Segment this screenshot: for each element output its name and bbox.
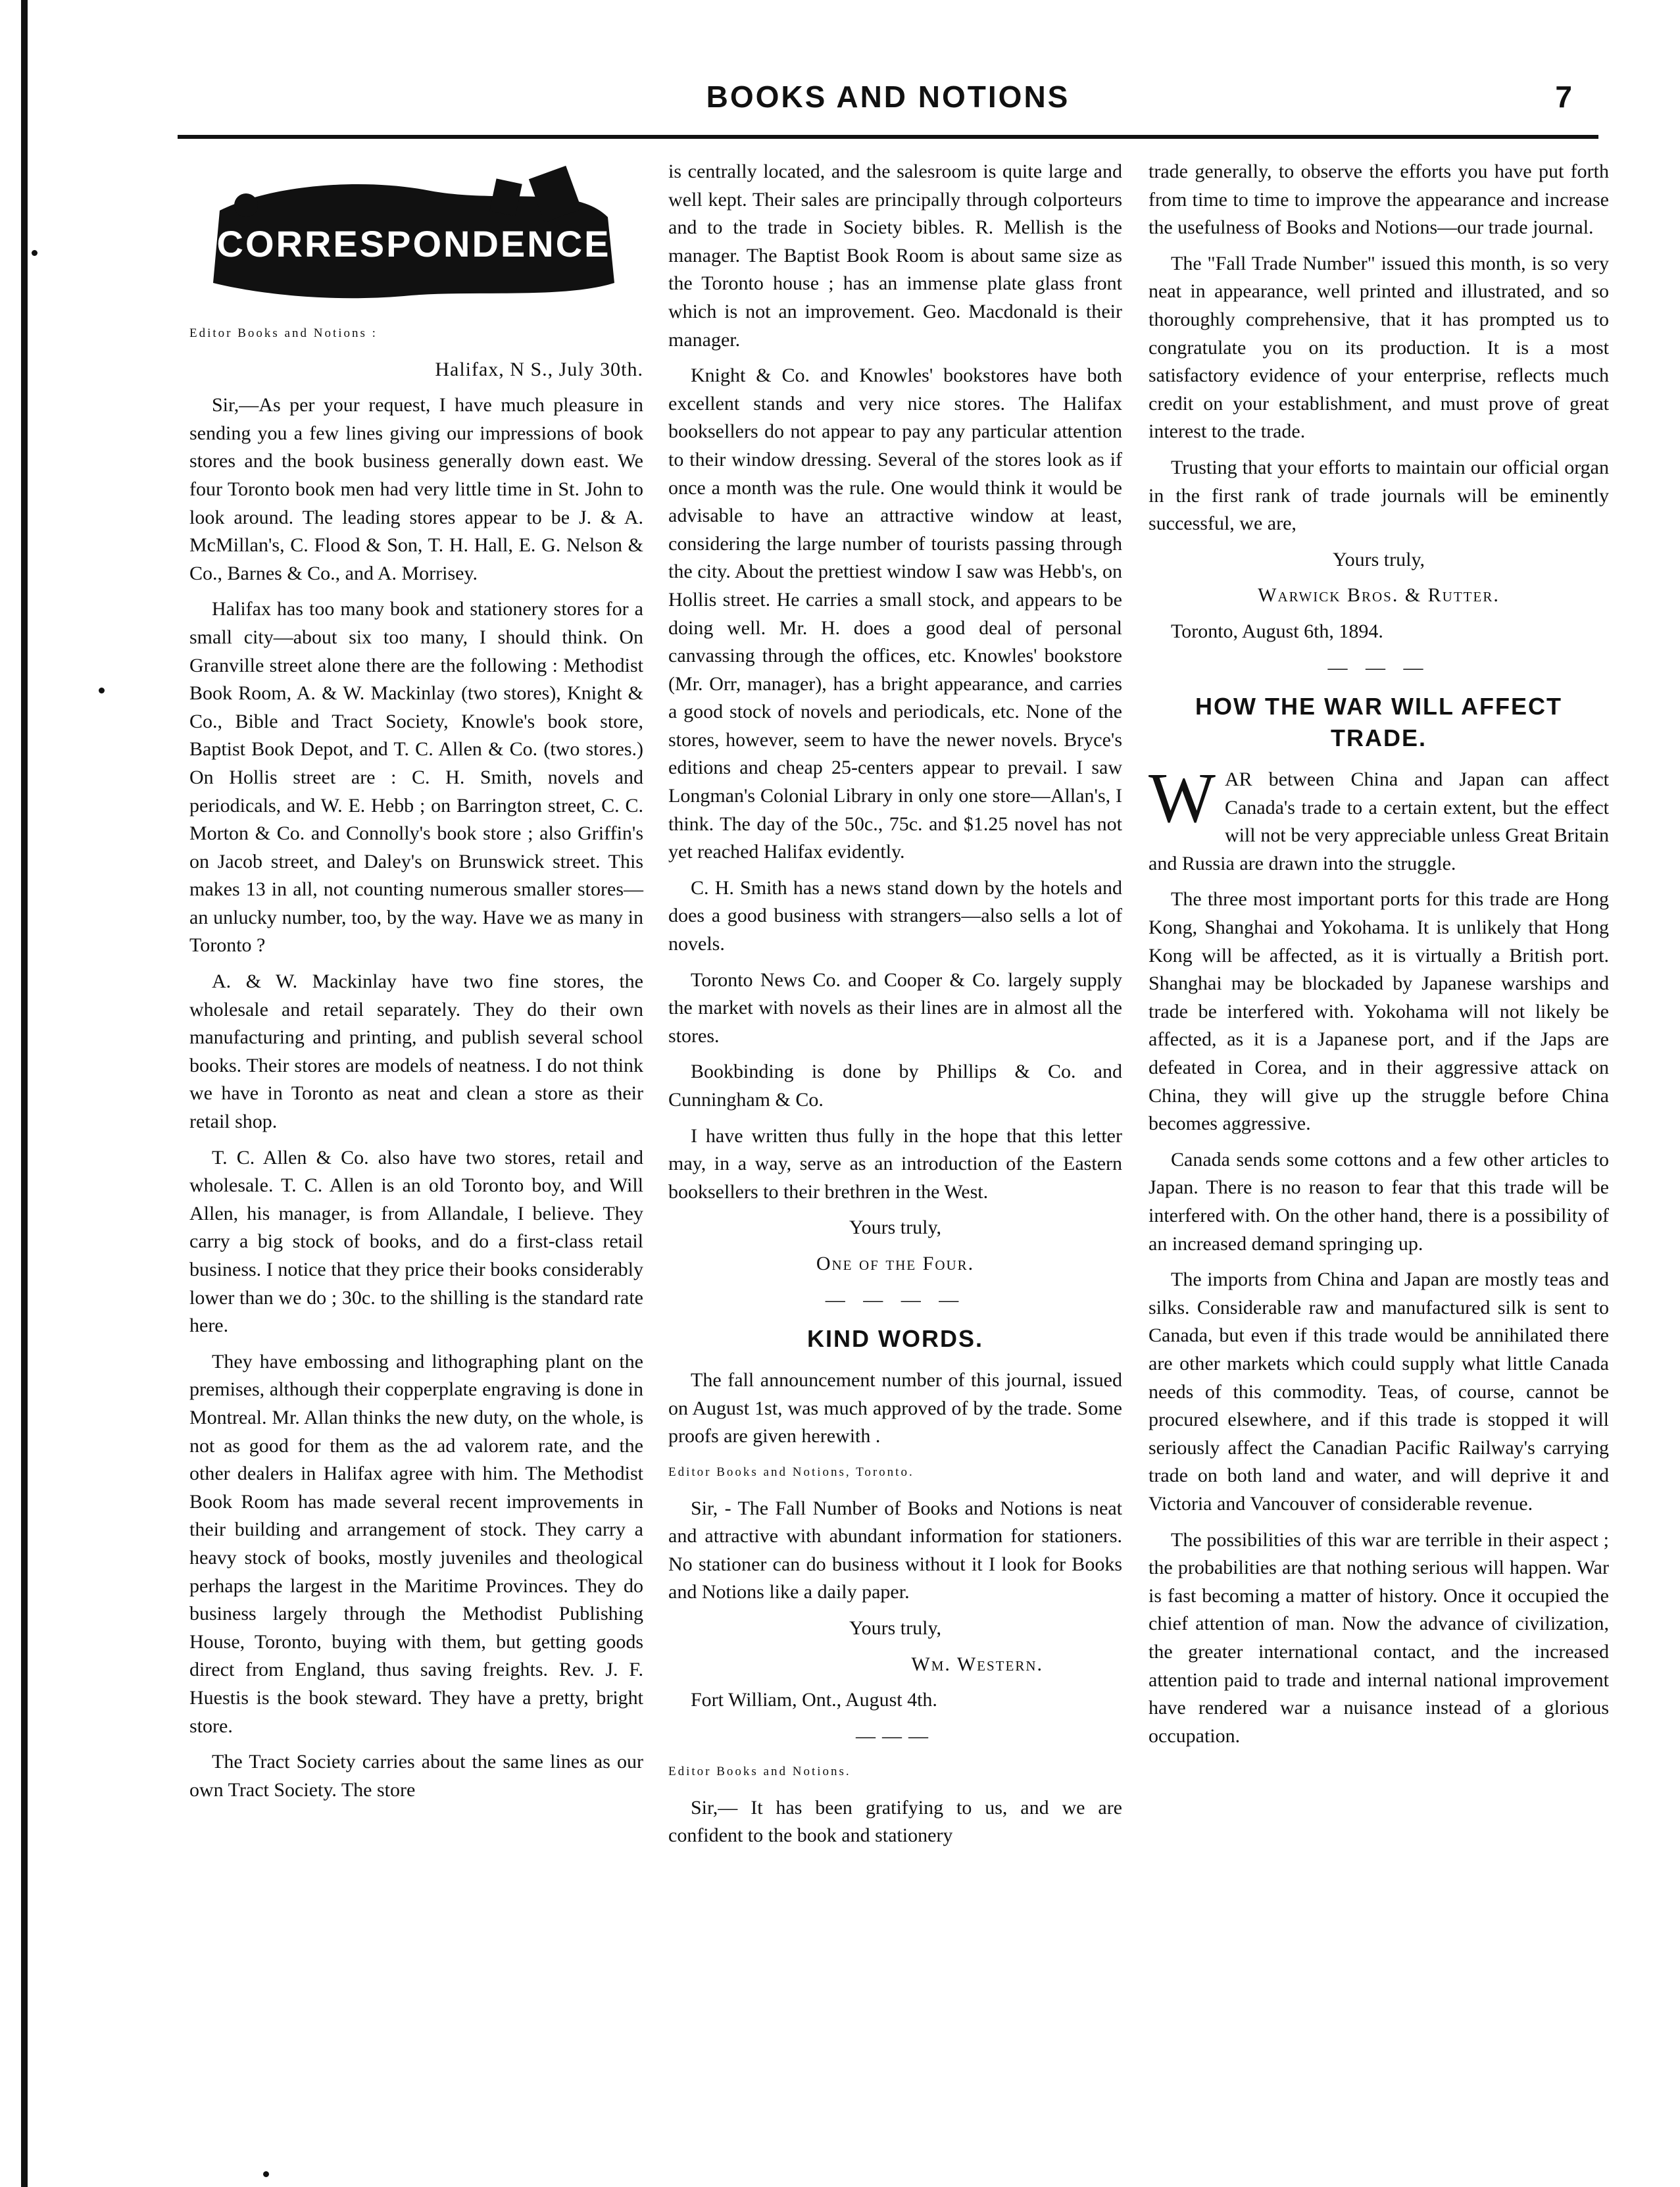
paragraph: I have written thus fully in the hope that this letter may, in a way, serve as an introduction of the Eastern booksellers to their brethren in the West.	[668, 1124, 1122, 1203]
drop-cap: W	[1149, 759, 1216, 838]
paragraph: The imports from China and Japan are mostly teas and silks. Considerable raw and manufactured silk is sent to Canada, but even if this trade would be annihilated there are other markets which could supply what little Canada needs of this commodity. Teas, of course, cannot be procured elsewhere, and if this trade is stopped it will seriously affect the Canadian Pacific Railway's carrying trade on both land and water, and will deprive it and Victoria and Vancouver of considerable revenue.	[1149, 1269, 1609, 1515]
paragraph: Trusting that your efforts to maintain our official organ in the first rank of trade journals will be eminently successful, we are,	[1149, 456, 1609, 535]
paragraph: Halifax has too many book and stationery stores for a small city—about six too many, I should think. On Granville street alone there are the following : Methodist Book Room, A. & W. Mackinlay (two stores), Knight & Co., Bible and Tract Society, Knowle's book store, Baptist Book Depot, and T. C. Allen & Co. (two stores.) On Hollis street are : C. H. Smith, novels and periodicals, and W. E. Hebb ; on Barrington street, C. C. Morton & Co. and Connolly's book store ; also Griffin's on Jacob street, and Daley's on Brunswick street. This makes 13 in all, not counting numerous smaller stores—an unlucky number, too, by the way. Have we as many in Toronto ?	[189, 598, 643, 957]
banner-title: CORRESPONDENCE	[216, 223, 611, 264]
war-heading: HOW THE WAR WILL AFFECT TRADE.	[1195, 693, 1562, 752]
letter-place: Toronto, August 6th, 1894.	[1171, 620, 1383, 642]
paragraph: Sir, - The Fall Number of Books and Notions is neat and attractive with abundant information for stationers. No stationer can do business without it I look for Books and Notions like a daily paper.	[668, 1497, 1122, 1603]
column-3	[1149, 158, 1609, 1758]
salutation: Editor Books and Notions.	[668, 1765, 851, 1779]
letter-closing: Yours truly,	[1332, 548, 1425, 570]
letter-signature: Warwick Bros. & Rutter.	[1258, 584, 1500, 607]
paragraph: Knight & Co. and Knowles' bookstores have both excellent stands and very nice stores. The Halifax booksellers do not appear to pay any particular attention to their window dressing. Several of the stores look as if once a month was the rule. One would think it would be advisable to have an attractive window at least, considering the large number of tourists passing through the city. About the prettiest window I saw was Hebb's, on Hollis street. He carries a small stock, and appears to be doing well. Mr. H. does a good deal of personal canvassing through the offices, etc. Knowles' bookstore (Mr. Orr, manager), has a bright appearance, and carries a good stock of novels and periodicals, etc. None of the stores, however, seem to have the newer novels. Bryce's editions and cheap 25-centers appear to prevail. I saw Longman's Colonial Library in only one store—Allan's, I think. The day of the 50c., 75c. and $1.25 novel has not yet reached Halifax evidently.	[668, 364, 1122, 863]
paragraph: The three most important ports for this trade are Hong Kong, Shanghai and Yokohama. It is unlikely that Hong Kong will be affected, as it is virtually a British port. Shanghai may be blockaded by Japanese warships and trade be interfered with. Yokohama will not likely be affected, as it is a Japanese port, and if the Japs are defeated in Corea, and in their aggressive attack on China, they will give up the struggle before China becomes aggressive.	[1149, 888, 1609, 1135]
section-divider: — — —	[1327, 656, 1430, 678]
page-number: 7	[1555, 80, 1572, 114]
paragraph: Sir,— It has been gratifying to us, and we are confident to the book and stationery	[668, 1796, 1122, 1847]
paragraph: trade generally, to observe the efforts you have put forth from time to time to improve the appearance and increase the usefulness of Books and Notions—our trade journal.	[1149, 161, 1609, 239]
correspondence-banner	[193, 158, 628, 309]
paragraph-text: AR between China and Japan can affect Canada's trade to a certain extent, but the effect will not be very appreciable unless Great Britain and Russia are drawn into the struggle.	[1149, 768, 1609, 874]
salutation: Editor Books and Notions :	[189, 326, 378, 340]
paragraph: The "Fall Trade Number" issued this month, is so very neat in appearance, well printed and illustrated, and so thoroughly comprehensive, that it has prompted us to congratulate you on its production. It is a most satisfactory evidence of your enterprise, reflects much credit on your establishment, and must prove of great interest to the trade.	[1149, 252, 1609, 443]
letter-signature: Wm. Western.	[911, 1653, 1043, 1675]
correspondence-banner-art	[193, 158, 628, 309]
paragraph: Sir,—As per your request, I have much pleasure in sending you a few lines giving our impressions of book stores and the book business generally down east. We four Toronto book men had very little time in St. John to look around. The leading stores appear to be J. & A. McMillan's, C. Flood & Son, T. H. Hall, E. G. Nelson & Co., Barnes & Co., and A. Morrisey.	[189, 394, 643, 584]
salutation: Editor Books and Notions, Toronto.	[668, 1465, 914, 1479]
margin-dot	[263, 2171, 269, 2177]
column-1	[189, 158, 643, 1812]
paragraph: They have embossing and lithographing plant on the premises, although their copperplate engraving is done in Montreal. Mr. Allan thinks the new duty, on the whole, is not as good for them as the ad valorem rate, and the other dealers in Halifax agree with him. The Methodist Book Room has made several recent improvements in their building and arrangement of stock. They carry a heavy stock of books, mostly juveniles and theological perhaps the largest in the Maritime Provinces. They do business largely through the Methodist Publishing House, Toronto, buying with them, but getting goods direct from England, thus saving freights. Rev. J. F. Huestis is the book steward. They have a pretty, bright store.	[189, 1350, 643, 1737]
kind-words-heading: KIND WORDS.	[807, 1325, 983, 1353]
page-header	[178, 74, 1598, 137]
section-divider: — — — —	[825, 1288, 966, 1311]
paragraph: is centrally located, and the salesroom is quite large and well kept. Their sales are principally through colporteurs and to the trade in Society bibles. R. Mellish is the manager. The Baptist Book Room is about same size as the Toronto house ; has an immense plate glass front which is not an improvement. Geo. Macdonald is their manager.	[668, 161, 1122, 351]
paragraph: C. H. Smith has a news stand down by the hotels and does a good business with strangers—also sells a lot of novels.	[668, 876, 1122, 955]
letter-signature: One of the Four.	[816, 1252, 975, 1274]
paragraph: Canada sends some cottons and a few other articles to Japan. There is no reason to fear that this trade will be interfered with. On the other hand, there is a possibility of an increased demand springing up.	[1149, 1148, 1609, 1255]
letter-dateline: Halifax, N S., July 30th.	[435, 358, 643, 380]
column-2	[668, 158, 1122, 1858]
paragraph: The Tract Society carries about the same lines as our own Tract Society. The store	[189, 1751, 643, 1801]
section-divider: ———	[856, 1724, 935, 1747]
journal-title: BOOKS AND NOTIONS	[706, 80, 1070, 114]
paragraph: The possibilities of this war are terrible in their aspect ; the probabilities are that nothing serious will happen. War is fast becoming a matter of history. Once it occupied the chief attention of man. Now the advance of civilization, the greater international contact, and the increased attention paid to trade and internal national improvement have rendered war a nuisance instead of a glorious occupation.	[1149, 1528, 1609, 1747]
paragraph: Bookbinding is done by Phillips & Co. and Cunningham & Co.	[668, 1061, 1122, 1111]
letter-closing: Yours truly,	[849, 1617, 942, 1639]
paragraph: Toronto News Co. and Cooper & Co. largely supply the market with novels as their lines are in almost all the stores.	[668, 968, 1122, 1047]
paragraph: A. & W. Mackinlay have two fine stores, the wholesale and retail separately. They do their own manufacturing and printing, and publish several school books. Their stores are models of neatness. I do not think we have in Toronto as neat and clean a store as their retail shop.	[189, 970, 643, 1133]
paragraph: T. C. Allen & Co. also have two stores, retail and wholesale. T. C. Allen is an old Toronto boy, and Will Allen, his manager, is from Allandale, I believe. They carry a big stock of books, and do a first-class retail business. I notice that they price their books considerably lower than we do ; 30c. to the shilling is the standard rate here.	[189, 1146, 643, 1337]
binding-rule	[21, 0, 28, 2187]
paragraph	[1149, 759, 1609, 878]
paragraph: The fall announcement number of this journal, issued on August 1st, was much approved of by the trade. Some proofs are given herewith .	[668, 1369, 1122, 1447]
margin-dot	[99, 688, 105, 693]
letter-closing: Yours truly,	[849, 1217, 942, 1239]
margin-dot	[32, 250, 37, 256]
letter-place: Fort William, Ont., August 4th.	[691, 1689, 937, 1711]
header-rule	[178, 135, 1598, 139]
